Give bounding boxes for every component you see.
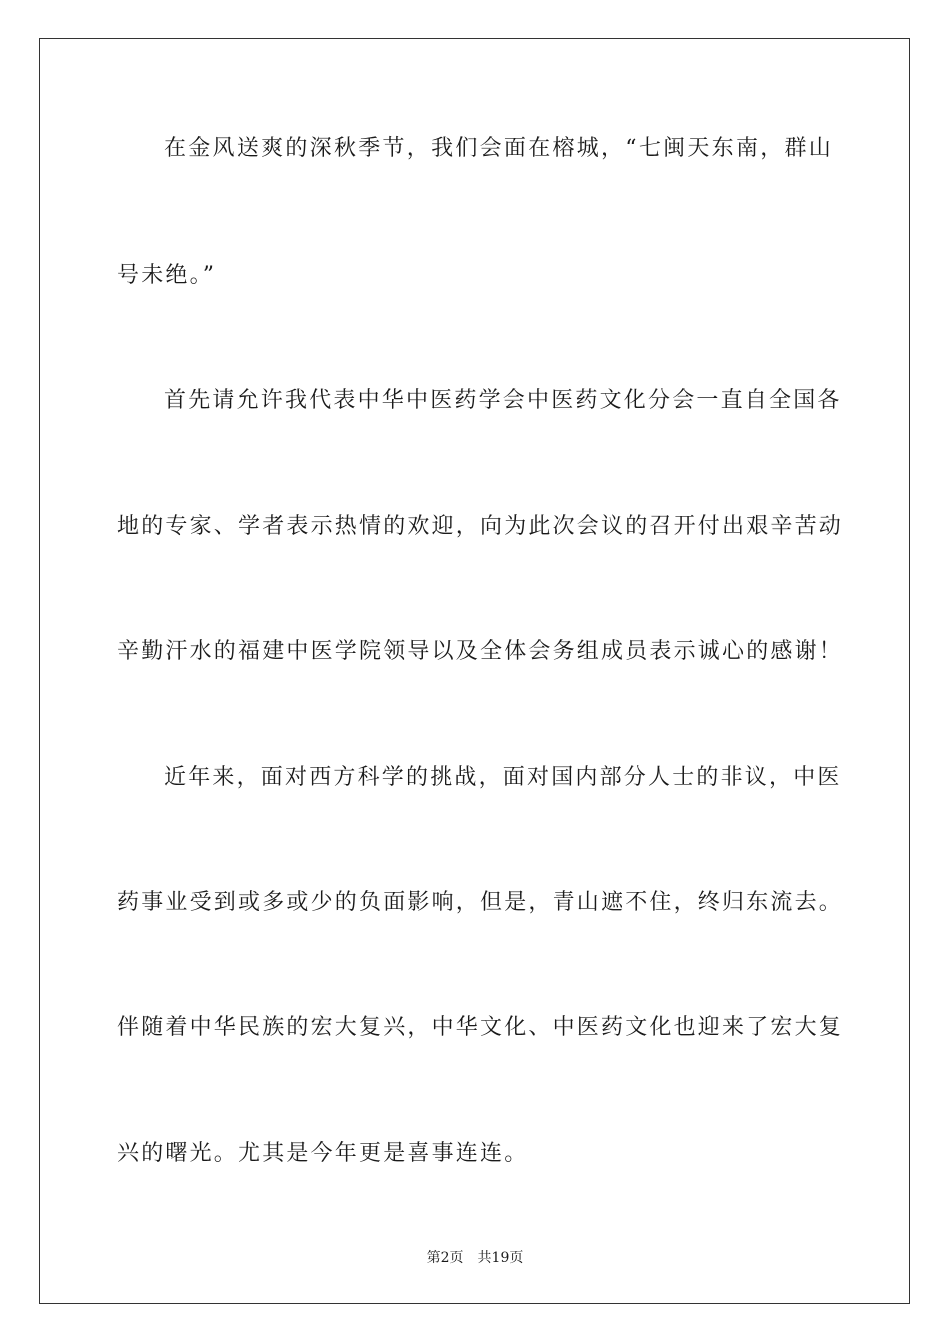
paragraph-1-line-1: 在金风送爽的深秋季节，我们会面在榕城，“七闽天东南，群山 — [164, 136, 833, 161]
paragraph-2-line-2: 地的专家、学者表示热情的欢迎，向为此次会议的召开付出艰辛苦动 — [117, 514, 844, 539]
page-footer — [0, 1248, 950, 1268]
paragraph-3-line-2: 药事业受到或多或少的负面影响，但是，青山遮不住，终归东流去。 — [117, 890, 844, 915]
paragraph-2-line-1: 首先请允许我代表中华中医药学会中医药文化分会一直自全国各 — [164, 388, 842, 413]
page-border — [39, 38, 910, 1304]
paragraph-3-line-1: 近年来，面对西方科学的挑战，面对国内部分人士的非议，中医 — [164, 765, 842, 790]
paragraph-3-line-4: 兴的曙光。尤其是今年更是喜事连连。 — [117, 1141, 529, 1166]
page-total: 共19页 — [477, 1250, 524, 1266]
page-number: 第2页 — [426, 1250, 464, 1266]
paragraph-3-line-3: 伴随着中华民族的宏大复兴，中华文化、中医药文化也迎来了宏大复 — [117, 1015, 844, 1040]
paragraph-2-line-3: 辛勤汗水的福建中医学院领导以及全体会务组成员表示诚心的感谢！ — [117, 639, 844, 664]
paragraph-1-line-2: 号未绝。” — [117, 263, 217, 288]
